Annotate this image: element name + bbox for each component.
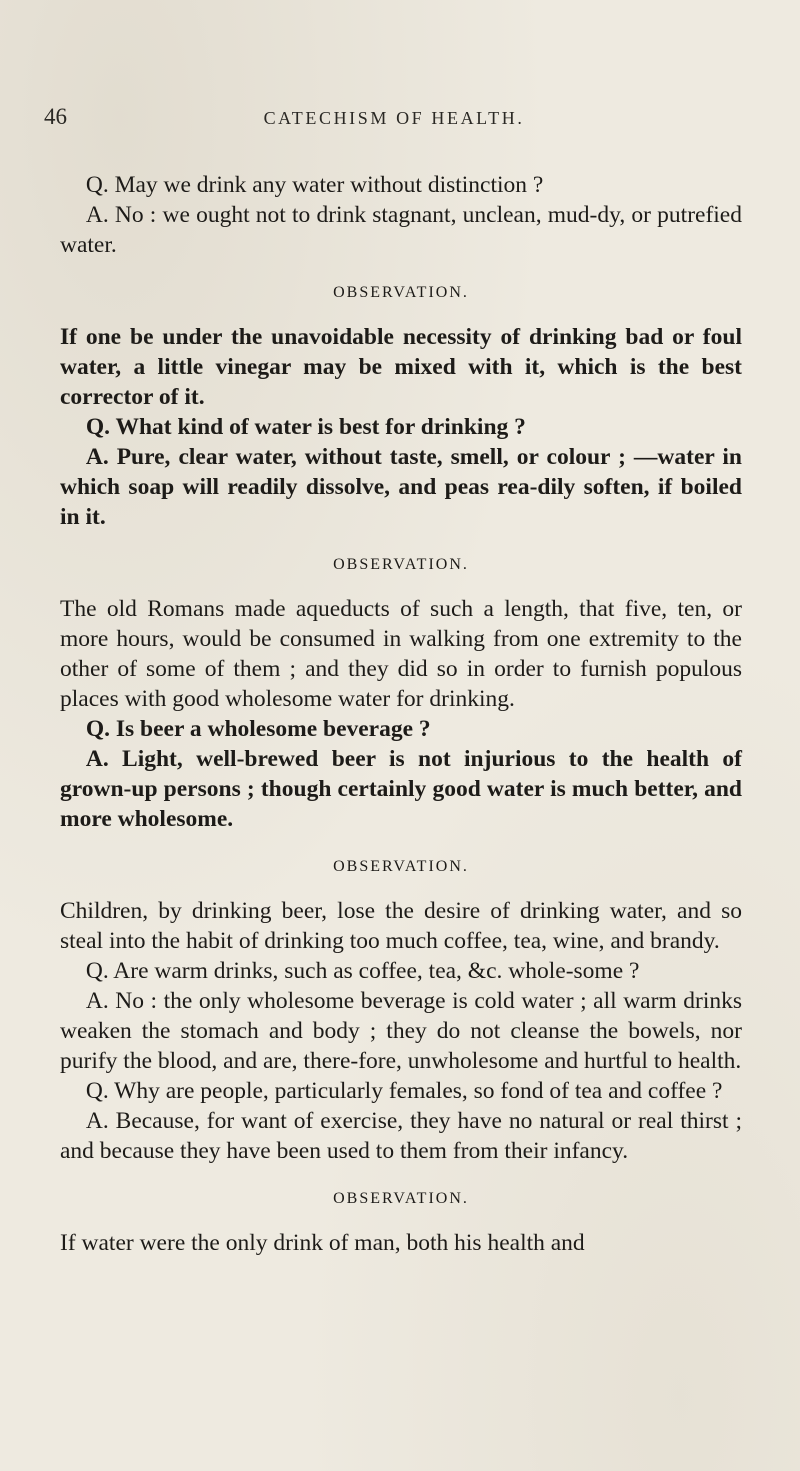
answer-2: A. Pure, clear water, without taste, smell, or colour ; —water in which soap will readily dissolve, and peas rea-dily soften, if boiled in it.	[60, 444, 742, 530]
body-text	[60, 170, 742, 1258]
observation-3: Children, by drinking beer, lose the desire of drinking water, and so steal into the habit of drinking too much coffee, tea, wine, and brandy.	[60, 898, 742, 954]
question-1: Q. May we drink any water without distinction ?	[85, 172, 544, 198]
answer-5: A. Because, for want of exercise, they have no natural or real thirst ; and because they have been used to them from their infancy.	[60, 1108, 742, 1164]
page-header	[44, 104, 744, 134]
observation-heading-1: OBSERVATION.	[333, 284, 469, 301]
observation-heading-4: OBSERVATION.	[333, 1190, 469, 1207]
answer-3: A. Light, well-brewed beer is not injurious to the health of grown-up persons ; though certainly good water is much better, and more wholesome.	[60, 746, 742, 832]
observation-2: The old Romans made aqueducts of such a length, that five, ten, or more hours, would be consumed in walking from one extremity to the other of some of them ; and they did so in order to furnish populous places with good wholesome water for drinking.	[60, 596, 742, 712]
answer-4: A. No : the only wholesome beverage is cold water ; all warm drinks weaken the stomach and body ; they do not cleanse the bowels, nor purify the blood, and are, there-fore, unwholesome and hurtful to health.	[60, 988, 742, 1074]
question-5: Q. Why are people, particularly females, so fond of tea and coffee ?	[85, 1078, 723, 1104]
question-3: Q. Is beer a wholesome beverage ?	[85, 716, 431, 742]
running-head: CATECHISM OF HEALTH.	[263, 108, 525, 128]
question-4: Q. Are warm drinks, such as coffee, tea, &c. whole-some ?	[85, 958, 640, 984]
page-number: 46	[44, 104, 67, 129]
observation-heading-2: OBSERVATION.	[333, 556, 469, 573]
answer-1: A. No : we ought not to drink stagnant, unclean, mud-dy, or putrefied water.	[60, 202, 742, 258]
observation-1: If one be under the unavoidable necessity of drinking bad or foul water, a little vinegar may be mixed with it, which is the best corrector of it.	[60, 324, 742, 410]
observation-4: If water were the only drink of man, both his health and	[60, 1230, 585, 1256]
observation-heading-3: OBSERVATION.	[333, 858, 469, 875]
question-2: Q. What kind of water is best for drinking ?	[85, 414, 526, 440]
